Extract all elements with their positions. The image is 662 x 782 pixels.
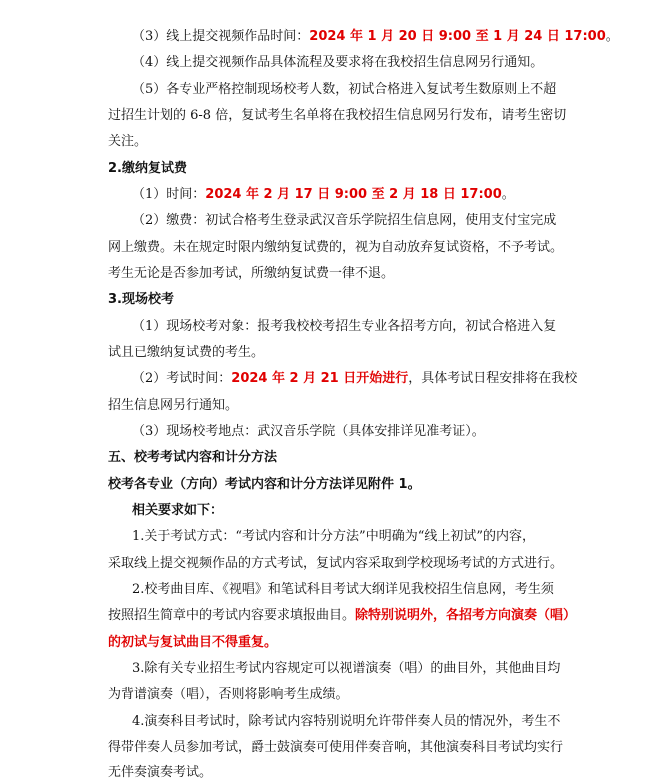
- highlight-date: 2024 年 1 月 20 日 9:00 至 1 月 24 日 17:00: [309, 29, 606, 44]
- req-1-line-2: 采取线上提交视频作品的方式考试，复试内容采取到学校现场考试的方式进行。: [108, 556, 564, 571]
- line-video-submission-time: （3）线上提交视频作品时间：2024 年 1 月 20 日 9:00 至 1 月 24 日 17:00。: [132, 29, 619, 44]
- req-3-line-1: 3.除有关专业招生考试内容规定可以视谱演奏（唱）的曲目外，其他曲目均: [132, 661, 561, 676]
- line-fee-pay-2: 网上缴费。未在规定时限内缴纳复试费的，视为自动放弃复试资格，不予考试。: [108, 240, 564, 255]
- line-quota-1: （5）各专业严格控制现场校考人数，初试合格进入复试考生数原则上不超: [132, 82, 557, 97]
- req-3-line-2: 为背谱演奏（唱），否则将影响考生成绩。: [108, 687, 349, 702]
- bold-line-attachment: 校考各专业（方向）考试内容和计分方法详见附件 1。: [108, 477, 421, 492]
- line-video-process: （4）线上提交视频作品具体流程及要求将在我校招生信息网另行通知。: [132, 55, 544, 70]
- req-1-line-1: 1.关于考试方式：“考试内容和计分方法”中明确为“线上初试”的内容，: [132, 529, 535, 544]
- req-4-line-2: 得带伴奏人员参加考试，爵士鼓演奏可使用伴奏音响，其他演奏科目考试均实行: [108, 740, 564, 755]
- req-2-line-2: 按照招生简章中的考试内容要求填报曲目。除特别说明外，各招考方向演奏（唱）: [108, 608, 577, 623]
- bold-line-requirements: 相关要求如下：: [132, 503, 224, 518]
- section-heading-fee: 2.缴纳复试费: [108, 161, 187, 176]
- line-onsite-location: （3）现场校考地点：武汉音乐学院（具体安排详见准考证）。: [132, 424, 485, 439]
- line-quota-3: 关注。: [108, 134, 148, 149]
- req-4-line-1: 4.演奏科目考试时，除考试内容特别说明允许带伴奏人员的情况外，考生不: [132, 714, 561, 729]
- req-2-line-3: 的初试与复试曲目不得重复。: [108, 635, 278, 650]
- line-quota-2: 过招生计划的 6-8 倍，复试考生名单将在我校招生信息网另行发布，请考生密切: [108, 108, 567, 123]
- line-onsite-target-2: 试且已缴纳复试费的考生。: [108, 345, 265, 360]
- line-fee-pay-3: 考生无论是否参加考试，所缴纳复试费一律不退。: [108, 266, 395, 281]
- line-fee-time: （1）时间：2024 年 2 月 17 日 9:00 至 2 月 18 日 17:00。: [132, 187, 515, 202]
- section-heading-content: 五、校考考试内容和计分方法: [108, 450, 278, 465]
- highlight-date: 2024 年 2 月 21 日开始进行: [231, 371, 409, 386]
- highlight-date: 2024 年 2 月 17 日 9:00 至 2 月 18 日 17:00: [205, 187, 502, 202]
- section-heading-onsite: 3.现场校考: [108, 292, 174, 307]
- line-onsite-time: （2）考试时间：2024 年 2 月 21 日开始进行，具体考试日程安排将在我校: [132, 371, 578, 386]
- req-4-line-3: 无伴奏演奏考试。: [108, 765, 213, 780]
- line-fee-pay-1: （2）缴费：初试合格考生登录武汉音乐学院招生信息网，使用支付宝完成: [132, 213, 557, 228]
- line-onsite-target-1: （1）现场校考对象：报考我校校考招生专业各招考方向，初试合格进入复: [132, 319, 557, 334]
- line-onsite-time-2: 招生信息网另行通知。: [108, 398, 239, 413]
- highlight-warning: 除特别说明外，各招考方向演奏（唱）: [355, 608, 577, 623]
- req-2-line-1: 2.校考曲目库、《视唱》和笔试科目考试大纲详见我校招生信息网，考生须: [132, 582, 554, 597]
